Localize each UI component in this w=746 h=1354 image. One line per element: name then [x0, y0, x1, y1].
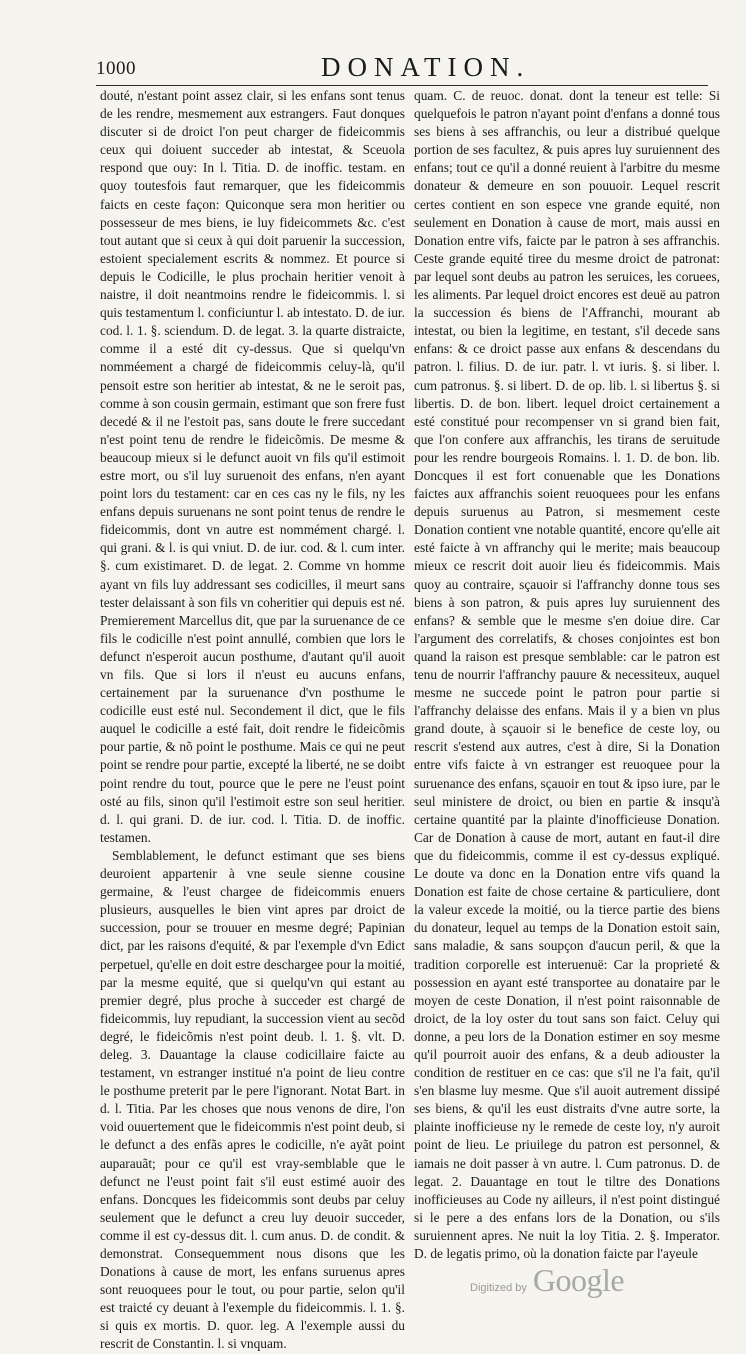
header-rule — [96, 85, 708, 86]
digitized-by-text: Digitized by — [470, 1282, 527, 1294]
running-title: DONATION. — [321, 52, 531, 82]
left-column — [100, 87, 405, 1352]
right-paragraph: quam. C. de reuoc. donat. dont la teneur est telle: Si quelquefois le patron n'ayant point d'enfans a donné tous ses biens à ses affranchis, ou leur a distribué quelque portion de ses facultez, & puis apres luy suruiennent des enfans; tout ce qu'il a donné reuient à l'arbitre du mesme donateur & demeure en son pouuoir. Lequel rescrit certes contient en son espece vne grande equité, non seulement en Donation à cause de mort, mais aussi en Donation entre vifs, faicte par le patron à ses affranchis. Ceste grande equité tiree du mesme droict de patronat: par lequel sont deubs au patron les seruices, les coruees, les aliments. Par lequel droict encores est deuë au patron la succession és biens de l'Affranchi, mourant ab intestat, ou bien la legitime, en testant, s'il decede sans enfans: & ce droict passe aux enfans & descendans du patron. l. filius. D. de iur. patr. l. vt iuris. §. si liber. l. cum patronus. §. si libert. D. de op. lib. l. si libertus §. si libertis. D. de bon. libert. lequel droict certainement a esté constitué pour recompenser vn si grand bien fait, que l'on confere aux affranchis, les tirans de seruitude pour les rendre bourgeois Romains. l. 1. D. de bon. lib. Doncques il est fort conuenable que les Donations faictes aux affranchis soient reuoquees pour les enfans depuis suruenus au Patron, si mesmement ceste Donation contient vne notable quantité, encore qu'elle ait esté faicte à vn affranchy qui le merite; mais beaucoup mieux ce rescrit doit auoir lieu és fideicommis. Mais quoy au contraire, sçauoir si l'affranchy donne tous ses biens à son patron, & puis apres luy suruiennent des enfans? & semble que le mesme s'en doiue dire. Car l'argument des correlatifs, & choses conjointes est bon quand la raison est presque semblable: car le patron est tenu de nourrir l'affranchy pauure & necessiteux, auquel mesme ne succede point le patron pour partie si l'affranchy delaisse des enfans. Mais il y a bien vn plus grand doute, à sçauoir si le benefice de ceste loy, ou rescrit s'estend aux autres, c'est à dire, Si la Donation entre vifs faicte à vn estranger est reuoquee pour la suruenance des enfans, sçauoir en tout & ipso iure, par le seul ministere de droict, ou bien en partie & insqu'à certaine quantité par la plainte d'inofficieuse Donation. Car de Donation à cause de mort, autant en faut-il dire que du fideicommis, comme il est cy-dessus expliqué. Le doute va donc en la Donation entre vifs quand la Donation est faite de chose certaine & particuliere, dont la valeur excede la moitié, ou la tierce partie des biens du donateur, lequel au temps de la Donation estoit sain, sans maladie, & sans soupçon d'aucun peril, & que la tradition corporelle est interuenuë: Car la proprieté & possession en ayant esté transportee au donataire par le moyen de ceste Donation, il n'est point raisonnable de droict, de la loy oster du tout sans son faict. Celuy qui donne, a peu lors de la Donation estimer en soy mesme qu'il pourroit auoir des enfans, & a deub adiouster la condition de restituer en ce cas: que s'il ne l'a fait, qu'il s'en blasme luy mesme. Que s'il auoit autrement dissipé ses biens, & qu'il les eust distraits d'vne autre sorte, la plainte inofficieuse ny le remede de ceste loy, n'y auroit point de lieu. Le priuilege du patron est personnel, & iamais ne doit passer à vn autre. l. Cum patronus. D. de legat. 2. Dauantage en tout le tiltre des Donations inofficieuses au Code ny ailleurs, il n'est point distingué si le pere a des enfans lors de la Donation, ou s'ils suruiennent apres. Ne nuit la loy Titia. 2. §. Imperator. D. de legatis primo, où la donation faicte par l'ayeule — [414, 88, 720, 1261]
page-header — [96, 52, 706, 86]
page-number: 1000 — [96, 58, 136, 79]
right-column — [414, 87, 720, 1261]
google-logo: Google — [532, 1262, 625, 1298]
digitized-footer — [470, 1262, 624, 1299]
left-paragraph: Semblablement, le defunct estimant que ses biens deuroient appartenir à vne seule sienne cousine germaine, & l'eust chargee de fideicommis enuers plusieurs, ausquelles le bien vint apres par droict de succession, pour se trouuer en mesme degré; Papinian dict, par les raisons d'equité, & par l'exemple d'vn Edict perpetuel, qu'elle en doit estre deschargee pour la moitié, par la mesme equité, que si quelqu'vn qui estant au premier degré, plus proche à succeder est chargé de fideicommis, luy repudiant, la succession vient au secõd degré, le fideicõmis n'est point deub. l. 1. §. vlt. D. deleg. 3. Dauantage la clause codicillaire faicte au testament, vn estranger institué n'a point de lieu contre le posthume preterit par le pere l'ignorant. Notat Bart. in d. l. Titia. Par les choses que nous venons de dire, l'on void ouuertement que le fideicommis n'est point deub, si le defunct a des enfãs apres le codicille, n'e ayãt point auparauãt; pour ce qu'il est vray-semblable que le defunct ne l'eust point fait s'il eust estimé auoir des enfans. Doncques les fideicommis sont deubs par celuy seulement que le defunct a creu luy deuoir succeder, comme il est cy-dessus dit. l. cum anus. D. de condit. & demonstrat. Consequemment nous disons que les Donations à cause de mort, les enfans suruenus apres sont reuoquees pour le tout, ou pour partie, selon qu'il est traicté cy deuant à l'exemple du fideicommis. l. 1. §. si quis ex mortis. D. quor. leg. A l'exemple aussi du rescrit de Constantin. l. si vnquam. — [100, 847, 405, 1352]
left-paragraph: douté, n'estant point assez clair, si les enfans sont tenus de les rendre, mesmement aux estrangers. Faut donques discuter si de droict l'on peut charger de fideicommis ceux qui doiuent succeder ab intestat, & Sceuola respond que ouy: In l. Titia. D. de inoffic. testam. en quoy toutesfois faut remarquer, que les fideicommis faicts en ceste façon: Quiconque sera mon heritier ou possesseur de mes biens, ie luy fideicommets &c. c'est tout autant que si ceux à qui doit paruenir la succession, estoient specialement escrits & nommez. Et pource si depuis le Codicille, le plus prochain heritier venoit à naistre, il doit neantmoins rendre le fideicommis. l. si quis testamentum l. conficiuntur l. ab intestato. D. de iur. cod. l. 1. §. sciendum. D. de legat. 3. la quarte distraicte, comme il a esté dit cy-dessus. Que si quelqu'vn nomméement a chargé de fideicommis celuy-là, qu'il pensoit estre son heritier ab intestat, & ne le seroit pas, comme à son cousin germain, estimant que son frere fust decedé & il ne l'estoit pas, sans doute le frere succedant n'est point tenu de rendre le fideicõmis. De mesme & beaucoup mieux si le defunct auoit vn fils qu'il estimoit estre mort, ou s'il luy suruenoit des enfans, n'en ayant point lors du testament: car en ces cas ny le fils, ny les enfans depuis suruenans ne sont point tenus de rendre le fideicommis, dont vn autre est nommément chargé. l. qui grani. & l. is qui vniut. D. de iur. cod. & l. cum inter. §. cum existimaret. D. de legat. 2. Comme vn homme ayant vn fils luy addressant ses codicilles, il meurt sans tester delaissant à son fils vn coheritier qui depuis est né. Premierement Marcellus dit, que par la suruenance de ce fils le codicille n'est point annullé, combien que lors le defunct n'esperoit aucun posthume, d'autant qu'il auoit vn fils. Que si lors il n'eust eu aucuns enfans, certainement par la suruenance d'vn posthume le codicille eust esté nul. Secondement il dict, que le fils auquel le codicille a esté fait, doit rendre le fideicõmis pour partie, & nõ point le posthume. Mais ce qui ne peut point se rendre pour partie, excepté la liberté, ne se doibt point rendre du tout, pource que le pere ne l'eust point osté au fils, sinon qu'il l'estimoit estre son seul heritier. d. l. qui grani. D. de iur. cod. l. Titia. D. de inoffic. testamen. — [100, 88, 405, 845]
